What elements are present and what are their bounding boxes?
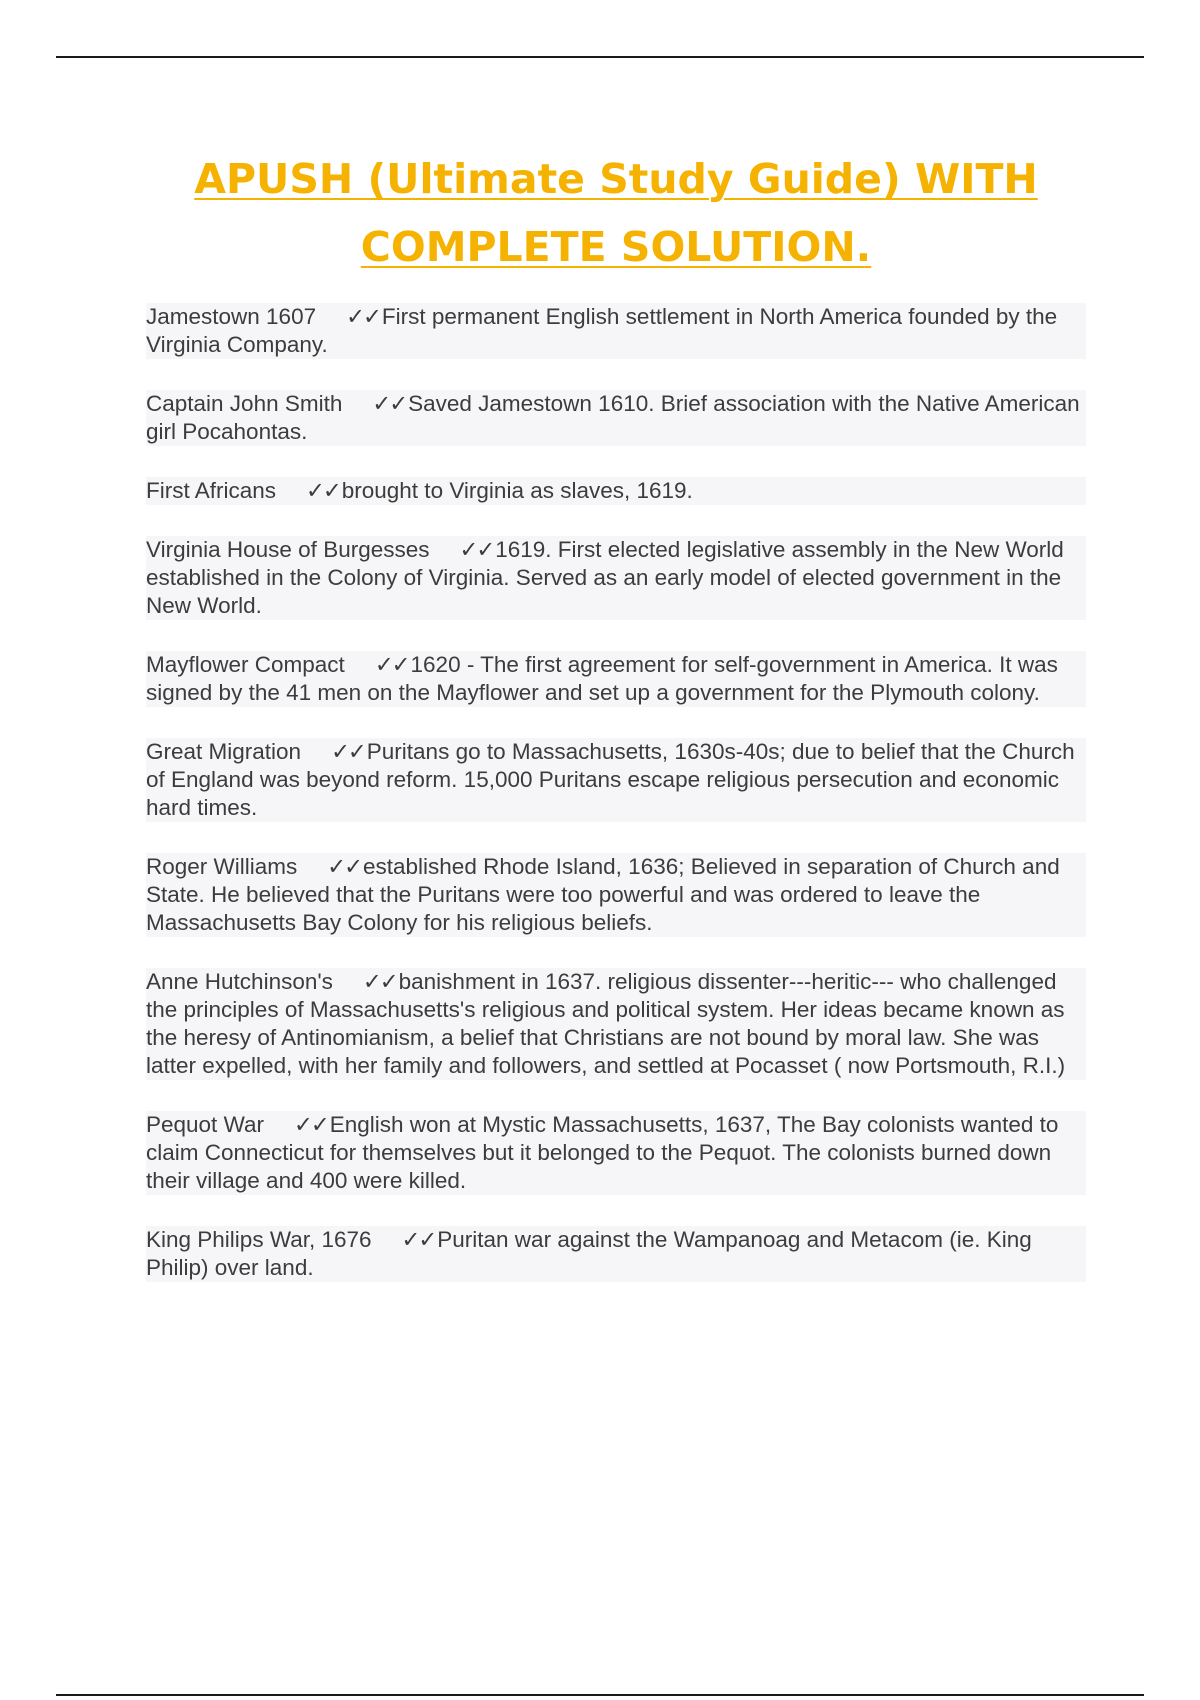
entry-definition: Saved Jamestown 1610. Brief association with the Native American girl Pocahontas. xyxy=(146,391,1080,444)
check-icon: ✓✓ xyxy=(374,652,409,677)
entry-term: Anne Hutchinson's xyxy=(146,969,333,994)
study-entries-list xyxy=(146,303,1086,1313)
entry-definition: 1619. First elected legislative assembly in the New World established in the Colony of Virginia. Served as an early model of elected government in the New World. xyxy=(146,537,1064,618)
study-entry xyxy=(146,390,1086,446)
check-icon: ✓✓ xyxy=(306,478,340,503)
entry-term: Jamestown 1607 xyxy=(146,304,317,329)
entry-term: Great Migration xyxy=(146,739,302,764)
title-line-1: APUSH (Ultimate Study Guide) WITH xyxy=(194,155,1038,203)
entry-term: King Philips War, 1676 xyxy=(146,1227,372,1252)
study-entry xyxy=(146,968,1086,1080)
entry-term: Pequot War xyxy=(146,1112,264,1137)
entry-definition: brought to Virginia as slaves, 1619. xyxy=(341,478,693,503)
entry-definition: Puritan war against the Wampanoag and Metacom (ie. King Philip) over land. xyxy=(146,1227,1032,1280)
entry-definition: 1620 - The first agreement for self-government in America. It was signed by the 41 men on the Mayflower and set up a government for the Plymouth colony. xyxy=(146,652,1058,705)
top-rule xyxy=(56,56,1144,58)
check-icon: ✓✓ xyxy=(293,1112,328,1137)
study-entry xyxy=(146,651,1086,707)
study-entry xyxy=(146,853,1086,937)
check-icon: ✓✓ xyxy=(372,391,407,416)
entry-term: Roger Williams xyxy=(146,854,298,879)
entry-term: Mayflower Compact xyxy=(146,652,345,677)
check-icon: ✓✓ xyxy=(331,739,365,764)
check-icon: ✓✓ xyxy=(327,854,361,879)
entry-definition: First permanent English settlement in North America founded by the Virginia Company. xyxy=(146,304,1058,357)
entry-definition: established Rhode Island, 1636; Believed in separation of Church and State. He believed that the Puritans were too powerful and was ordered to leave the Massachusetts Bay Colony for his religious beliefs. xyxy=(146,854,1060,935)
bottom-rule xyxy=(56,1694,1144,1696)
entry-term: First Africans xyxy=(146,478,277,503)
document-title xyxy=(0,145,1200,281)
study-entry xyxy=(146,738,1086,822)
entry-term: Captain John Smith xyxy=(146,391,343,416)
entry-definition: banishment in 1637. religious dissenter---heritic--- who challenged the principles of Massachusetts's religious and political system. Her ideas became known as the heresy of Antinomianism, a belief that Christians are not bound by moral law. She was latter expelled, with her family and followers, and settled at Pocasset ( now Portsmouth, R.I.) xyxy=(146,969,1066,1078)
study-entry xyxy=(146,1111,1086,1195)
study-entry xyxy=(146,477,1086,505)
entry-term: Virginia House of Burgesses xyxy=(146,537,430,562)
check-icon: ✓✓ xyxy=(346,304,380,329)
check-icon: ✓✓ xyxy=(459,537,494,562)
study-entry xyxy=(146,536,1086,620)
check-icon: ✓✓ xyxy=(401,1227,436,1252)
entry-definition: English won at Mystic Massachusetts, 1637, The Bay colonists wanted to claim Connecticut for themselves but it belonged to the Pequot. The colonists burned down their village and 400 were killed. xyxy=(146,1112,1059,1193)
check-icon: ✓✓ xyxy=(362,969,397,994)
study-entry xyxy=(146,1226,1086,1282)
entry-definition: Puritans go to Massachusetts, 1630s-40s; due to belief that the Church of England was beyond reform. 15,000 Puritans escape religious persecution and economic hard times. xyxy=(146,739,1075,820)
title-line-2: COMPLETE SOLUTION. xyxy=(360,223,872,271)
study-entry xyxy=(146,303,1086,359)
